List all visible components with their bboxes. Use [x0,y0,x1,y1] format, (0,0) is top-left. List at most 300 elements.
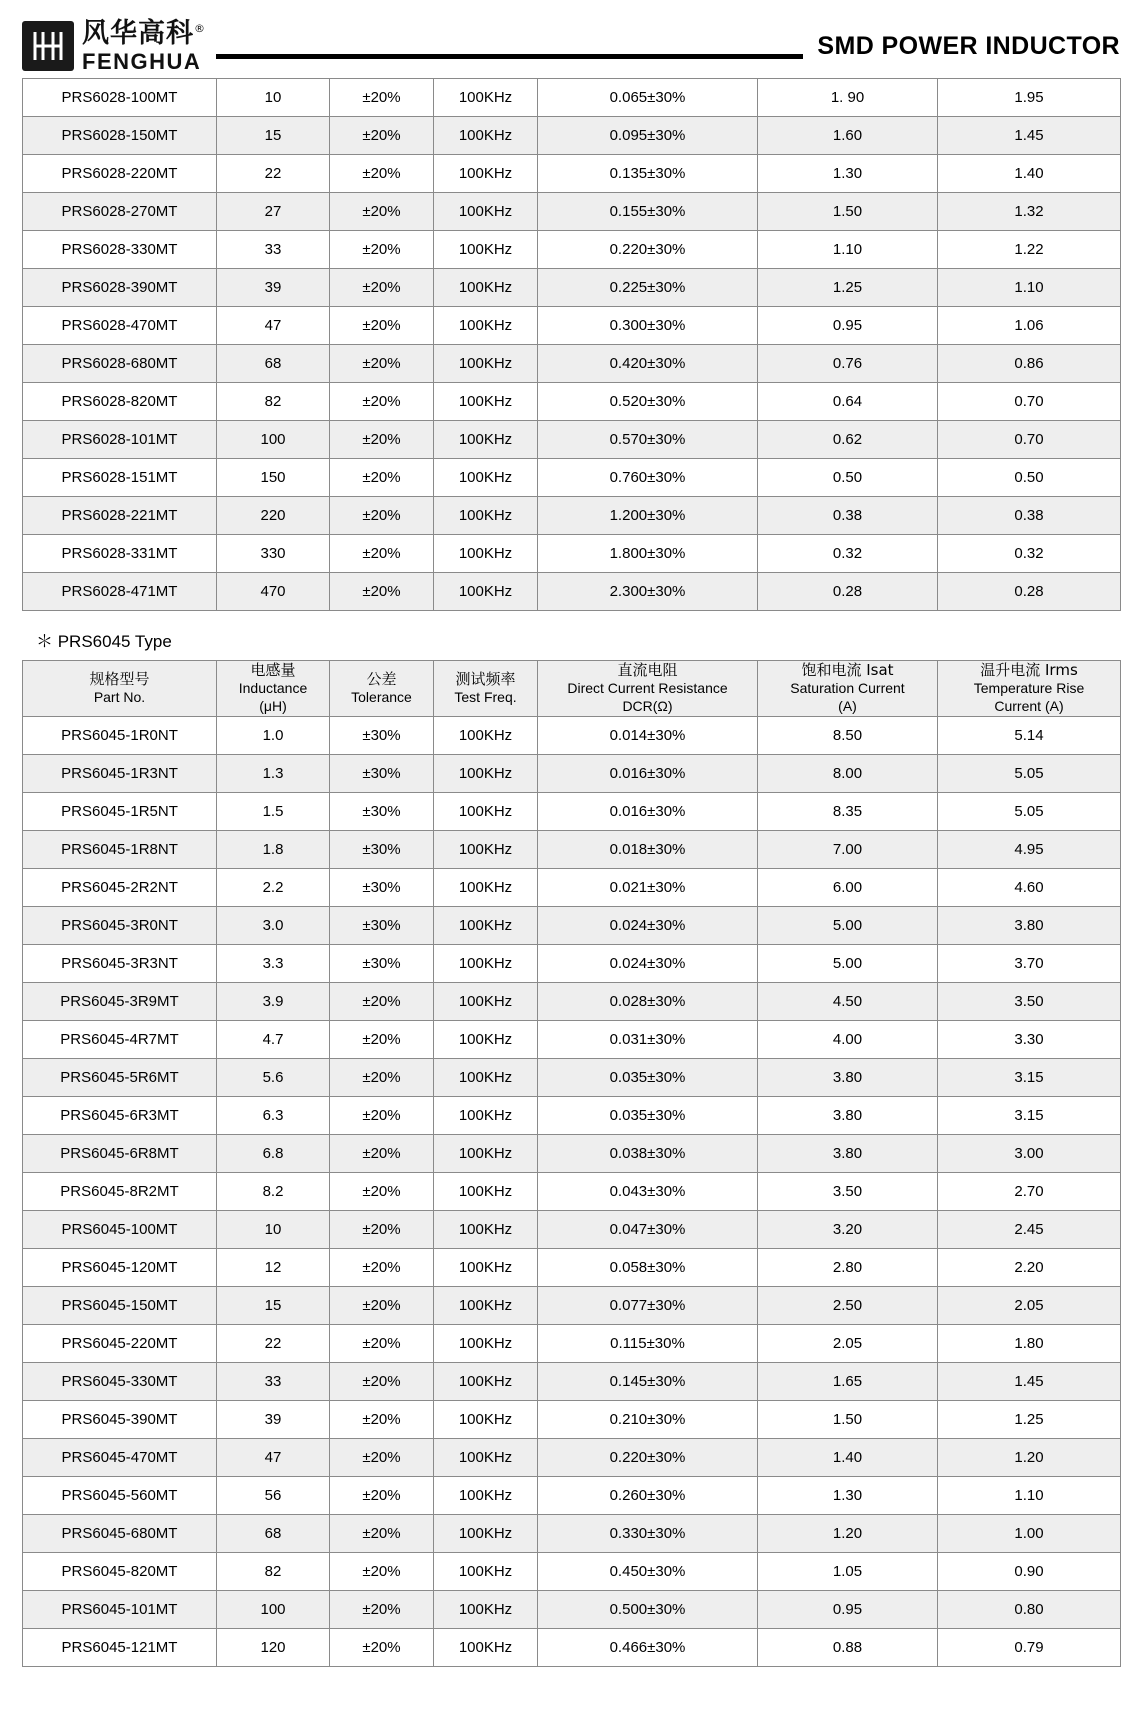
table-cell: 0.95 [758,1591,938,1629]
part-number-cell: PRS6028-150MT [23,117,217,155]
table-cell: 1.00 [938,1515,1121,1553]
table-cell: 4.00 [758,1021,938,1059]
column-header-en2: (A) [838,698,857,715]
part-number-cell: PRS6045-100MT [23,1211,217,1249]
column-header-cn: 饱和电流 Isat [801,661,894,679]
table-cell: 1.800±30% [538,535,758,573]
table-cell: 100KHz [434,345,538,383]
table-cell: 0.024±30% [538,945,758,983]
part-number-cell: PRS6045-1R8NT [23,831,217,869]
table-cell: 100KHz [434,907,538,945]
table-cell: 1.60 [758,117,938,155]
part-number-cell: PRS6045-220MT [23,1325,217,1363]
table-cell: 5.05 [938,755,1121,793]
prs6045-section-title: ＊ PRS6045 Type [36,632,172,651]
table-cell: 0.145±30% [538,1363,758,1401]
table-cell: ±20% [330,983,434,1021]
fenghua-logo-icon [22,21,74,71]
table-cell: 0.095±30% [538,117,758,155]
table-cell: 0.50 [938,459,1121,497]
part-number-cell: PRS6045-120MT [23,1249,217,1287]
table-cell: 1.80 [938,1325,1121,1363]
part-number-cell: PRS6045-6R3MT [23,1097,217,1135]
prs6045-table-body [23,717,1121,1667]
registered-mark: ® [194,21,206,35]
table-cell: 3.30 [938,1021,1121,1059]
table-cell: 2.70 [938,1173,1121,1211]
table-cell: 0.570±30% [538,421,758,459]
table-cell: 330 [217,535,330,573]
part-number-cell: PRS6028-470MT [23,307,217,345]
table-cell: 33 [217,1363,330,1401]
table-cell: 100KHz [434,155,538,193]
table-cell: 100KHz [434,945,538,983]
company-logo [22,17,206,74]
part-number-cell: PRS6045-8R2MT [23,1173,217,1211]
column-header-en: Test Freq. [454,689,517,706]
company-name-cn: 风华高科® [82,17,206,49]
table-row [23,1591,1121,1629]
table-cell: 100KHz [434,497,538,535]
table-cell: 100KHz [434,573,538,611]
part-number-cell: PRS6045-470MT [23,1439,217,1477]
part-number-cell: PRS6045-820MT [23,1553,217,1591]
table-cell: 3.15 [938,1097,1121,1135]
table-cell: 4.95 [938,831,1121,869]
table-cell: 3.9 [217,983,330,1021]
table-cell: 3.50 [938,983,1121,1021]
table-cell: 5.00 [758,907,938,945]
part-number-cell: PRS6045-150MT [23,1287,217,1325]
part-number-cell: PRS6045-390MT [23,1401,217,1439]
table-cell: 1.50 [758,193,938,231]
table-cell: 100 [217,421,330,459]
table-cell: 4.50 [758,983,938,1021]
table-cell: 1.20 [938,1439,1121,1477]
table-cell: 0.058±30% [538,1249,758,1287]
table-cell: ±30% [330,831,434,869]
table-cell: 2.05 [938,1287,1121,1325]
company-logo-text [82,17,206,74]
table-cell: 3.80 [758,1097,938,1135]
table-cell: 100KHz [434,459,538,497]
table-cell: 100KHz [434,1363,538,1401]
table-cell: 100KHz [434,1477,538,1515]
table-cell: 1.10 [938,1477,1121,1515]
table-cell: ±30% [330,907,434,945]
column-header-cn: 电感量 [250,661,296,679]
table-cell: 100KHz [434,307,538,345]
table-row [23,983,1121,1021]
table-cell: 0.50 [758,459,938,497]
table-row [23,1401,1121,1439]
part-number-cell: PRS6028-221MT [23,497,217,535]
table-cell: 120 [217,1629,330,1667]
part-number-cell: PRS6028-471MT [23,573,217,611]
table-cell: ±20% [330,1097,434,1135]
part-number-cell: PRS6028-220MT [23,155,217,193]
column-header-cn: 直流电阻 [617,661,678,679]
table-cell: ±20% [330,1059,434,1097]
part-number-cell: PRS6045-3R0NT [23,907,217,945]
table-cell: ±20% [330,1629,434,1667]
table-cell: ±20% [330,345,434,383]
table-cell: 0.760±30% [538,459,758,497]
table-cell: 7.00 [758,831,938,869]
table-cell: 5.05 [938,793,1121,831]
table-cell: 0.043±30% [538,1173,758,1211]
part-number-cell: PRS6028-820MT [23,383,217,421]
table-cell: 100 [217,1591,330,1629]
table-cell: 1.25 [938,1401,1121,1439]
table-cell: 3.00 [938,1135,1121,1173]
part-number-cell: PRS6028-331MT [23,535,217,573]
table-cell: ±20% [330,1401,434,1439]
table-cell: ±30% [330,945,434,983]
table-row [23,345,1121,383]
table-cell: ±20% [330,231,434,269]
table-cell: 3.50 [758,1173,938,1211]
table-cell: 0.047±30% [538,1211,758,1249]
table-cell: 100KHz [434,1097,538,1135]
table-cell: ±20% [330,1477,434,1515]
table-cell: 0.035±30% [538,1059,758,1097]
table-cell: 39 [217,269,330,307]
table-row [23,1287,1121,1325]
table-cell: ±20% [330,1135,434,1173]
table-cell: ±30% [330,717,434,755]
column-header-3 [434,661,538,717]
table-row [23,269,1121,307]
table-row [23,793,1121,831]
part-number-cell: PRS6045-1R3NT [23,755,217,793]
table-cell: 2.20 [938,1249,1121,1287]
table-cell: 39 [217,1401,330,1439]
table-cell: ±20% [330,1287,434,1325]
table-row [23,755,1121,793]
column-header-cn: 公差 [366,669,397,688]
table-cell: 1.95 [938,79,1121,117]
table-cell: 0.260±30% [538,1477,758,1515]
table-cell: 0.028±30% [538,983,758,1021]
table-cell: ±20% [330,573,434,611]
table-cell: 0.300±30% [538,307,758,345]
table-row [23,117,1121,155]
page-title: SMD POWER INDUCTOR [817,31,1120,60]
prs6045-spec-table [22,660,1121,1667]
table-cell: ±20% [330,1249,434,1287]
table-row [23,717,1121,755]
table-cell: 0.70 [938,383,1121,421]
table-cell: 47 [217,1439,330,1477]
table-cell: 0.76 [758,345,938,383]
table-row [23,1363,1121,1401]
column-header-en: Direct Current Resistance [567,680,728,697]
table-cell: 33 [217,231,330,269]
table-cell: 100KHz [434,717,538,755]
column-header-cn: 规格型号 [89,669,150,688]
header-divider [216,54,803,59]
table-cell: ±20% [330,1021,434,1059]
part-number-cell: PRS6045-121MT [23,1629,217,1667]
part-number-cell: PRS6045-3R3NT [23,945,217,983]
table-cell: 1.3 [217,755,330,793]
table-row [23,945,1121,983]
table-cell: 100KHz [434,269,538,307]
table-cell: 100KHz [434,535,538,573]
table-cell: 100KHz [434,1591,538,1629]
table-cell: ±20% [330,1325,434,1363]
column-header-en2: (μH) [259,698,287,715]
table-cell: 0.115±30% [538,1325,758,1363]
table-cell: 100KHz [434,869,538,907]
table-cell: 1.30 [758,155,938,193]
part-number-cell: PRS6045-1R0NT [23,717,217,755]
table-cell: 100KHz [434,1401,538,1439]
table-cell: 100KHz [434,1325,538,1363]
table-cell: 0.014±30% [538,717,758,755]
table-cell: 0.32 [938,535,1121,573]
table-cell: 0.38 [938,497,1121,535]
table-row [23,1515,1121,1553]
part-number-cell: PRS6045-3R9MT [23,983,217,1021]
table-cell: 0.28 [938,573,1121,611]
table-cell: 22 [217,1325,330,1363]
table-cell: 1.30 [758,1477,938,1515]
part-number-cell: PRS6045-330MT [23,1363,217,1401]
prs6028-table-body [23,79,1121,611]
table-cell: 100KHz [434,79,538,117]
table-cell: ±30% [330,793,434,831]
table-cell: 2.300±30% [538,573,758,611]
table-cell: ±20% [330,1515,434,1553]
table-cell: 100KHz [434,983,538,1021]
table-cell: 0.330±30% [538,1515,758,1553]
table-row [23,907,1121,945]
table-cell: 8.00 [758,755,938,793]
table-cell: 0.065±30% [538,79,758,117]
table-cell: 47 [217,307,330,345]
table-row [23,1097,1121,1135]
table-cell: 100KHz [434,1553,538,1591]
table-cell: 1.40 [758,1439,938,1477]
table-cell: 0.038±30% [538,1135,758,1173]
table-cell: 3.20 [758,1211,938,1249]
table-cell: 1.8 [217,831,330,869]
column-header-en: Inductance [238,680,308,697]
table-cell: 8.35 [758,793,938,831]
table-cell: 0.86 [938,345,1121,383]
table-cell: ±20% [330,383,434,421]
table-cell: ±20% [330,1173,434,1211]
column-header-en: Tolerance [351,689,412,706]
table-row [23,1135,1121,1173]
part-number-cell: PRS6028-680MT [23,345,217,383]
table-cell: 0.018±30% [538,831,758,869]
table-cell: 3.80 [758,1059,938,1097]
table-row [23,1439,1121,1477]
table-cell: 1.45 [938,1363,1121,1401]
table-row [23,79,1121,117]
table-cell: 3.80 [938,907,1121,945]
part-number-cell: PRS6028-330MT [23,231,217,269]
table-cell: 0.031±30% [538,1021,758,1059]
table-cell: ±20% [330,1591,434,1629]
table-row [23,1173,1121,1211]
table-cell: 0.021±30% [538,869,758,907]
table-cell: 1.0 [217,717,330,755]
table-cell: 0.32 [758,535,938,573]
table-cell: 100KHz [434,1515,538,1553]
part-number-cell: PRS6028-100MT [23,79,217,117]
table-cell: 100KHz [434,1287,538,1325]
table-cell: 150 [217,459,330,497]
part-number-cell: PRS6045-1R5NT [23,793,217,831]
table-row [23,831,1121,869]
table-cell: 100KHz [434,831,538,869]
table-row [23,1629,1121,1667]
part-number-cell: PRS6045-560MT [23,1477,217,1515]
table-row [23,1059,1121,1097]
table-cell: 100KHz [434,1173,538,1211]
table-cell: 0.95 [758,307,938,345]
column-header-cn: 测试频率 [455,669,516,688]
table-cell: 0.80 [938,1591,1121,1629]
table-row [23,231,1121,269]
table-cell: 0.155±30% [538,193,758,231]
page-header [22,0,1120,78]
table-cell: 100KHz [434,1135,538,1173]
table-cell: 15 [217,1287,330,1325]
table-cell: 6.3 [217,1097,330,1135]
table-row [23,1021,1121,1059]
column-header-5 [758,661,938,717]
table-cell: 6.00 [758,869,938,907]
column-header-en: Temperature Rise [973,680,1085,697]
table-row [23,193,1121,231]
table-cell: 27 [217,193,330,231]
table-cell: 1.20 [758,1515,938,1553]
part-number-cell: PRS6045-101MT [23,1591,217,1629]
table-cell: 2.05 [758,1325,938,1363]
table-cell: ±20% [330,1439,434,1477]
part-number-cell: PRS6045-5R6MT [23,1059,217,1097]
table-cell: 4.60 [938,869,1121,907]
table-cell: 2.2 [217,869,330,907]
table-row [23,1477,1121,1515]
table-cell: 56 [217,1477,330,1515]
table-cell: 5.6 [217,1059,330,1097]
table-cell: 0.90 [938,1553,1121,1591]
part-number-cell: PRS6045-680MT [23,1515,217,1553]
table-cell: ±20% [330,307,434,345]
table-cell: ±20% [330,1553,434,1591]
table-cell: ±30% [330,869,434,907]
table-cell: 100KHz [434,231,538,269]
part-number-cell: PRS6028-101MT [23,421,217,459]
part-number-cell: PRS6045-6R8MT [23,1135,217,1173]
column-header-en: Part No. [93,689,146,706]
table-cell: 0.016±30% [538,755,758,793]
company-name-en: FENGHUA [82,48,202,74]
table-cell: 8.2 [217,1173,330,1211]
table-cell: 0.466±30% [538,1629,758,1667]
table-cell: 0.016±30% [538,793,758,831]
table-cell: 12 [217,1249,330,1287]
table-cell: 0.70 [938,421,1121,459]
table-cell: 1.5 [217,793,330,831]
table-cell: ±30% [330,755,434,793]
table-cell: 0.88 [758,1629,938,1667]
table-cell: ±20% [330,155,434,193]
table-cell: 6.8 [217,1135,330,1173]
table-cell: 100KHz [434,755,538,793]
column-header-1 [217,661,330,717]
table-cell: 100KHz [434,117,538,155]
table-cell: ±20% [330,269,434,307]
table-cell: 100KHz [434,1059,538,1097]
table-row [23,421,1121,459]
table-cell: 1.200±30% [538,497,758,535]
table-cell: 10 [217,79,330,117]
table-row [23,1249,1121,1287]
table-cell: 1. 90 [758,79,938,117]
table-row [23,155,1121,193]
column-header-0 [23,661,217,717]
table-row [23,869,1121,907]
table-cell: ±20% [330,193,434,231]
table-cell: 3.0 [217,907,330,945]
table-cell: 0.225±30% [538,269,758,307]
table-cell: 1.05 [758,1553,938,1591]
table-cell: 100KHz [434,793,538,831]
table-cell: 0.62 [758,421,938,459]
column-header-cn: 温升电流 Irms [980,661,1078,679]
table-cell: 5.00 [758,945,938,983]
prs6045-table-head [23,661,1121,717]
part-number-cell: PRS6045-4R7MT [23,1021,217,1059]
table-cell: 1.25 [758,269,938,307]
table-cell: 1.65 [758,1363,938,1401]
table-cell: 470 [217,573,330,611]
table-cell: 1.06 [938,307,1121,345]
table-cell: 0.450±30% [538,1553,758,1591]
table-cell: 100KHz [434,421,538,459]
table-cell: 1.45 [938,117,1121,155]
table-cell: 3.3 [217,945,330,983]
table-row [23,1211,1121,1249]
table-cell: 100KHz [434,1211,538,1249]
table-cell: 0.28 [758,573,938,611]
table-cell: 4.7 [217,1021,330,1059]
table-cell: 0.220±30% [538,231,758,269]
table-row [23,497,1121,535]
table-cell: 0.500±30% [538,1591,758,1629]
table-cell: 82 [217,383,330,421]
table-cell: 1.50 [758,1401,938,1439]
table-cell: ±20% [330,497,434,535]
table-cell: 1.22 [938,231,1121,269]
table-cell: 0.024±30% [538,907,758,945]
table-cell: ±20% [330,79,434,117]
table-row [23,535,1121,573]
table-cell: 220 [217,497,330,535]
table-cell: 0.035±30% [538,1097,758,1135]
table-cell: 22 [217,155,330,193]
table-cell: 0.520±30% [538,383,758,421]
table-cell: 3.80 [758,1135,938,1173]
table-cell: 8.50 [758,717,938,755]
